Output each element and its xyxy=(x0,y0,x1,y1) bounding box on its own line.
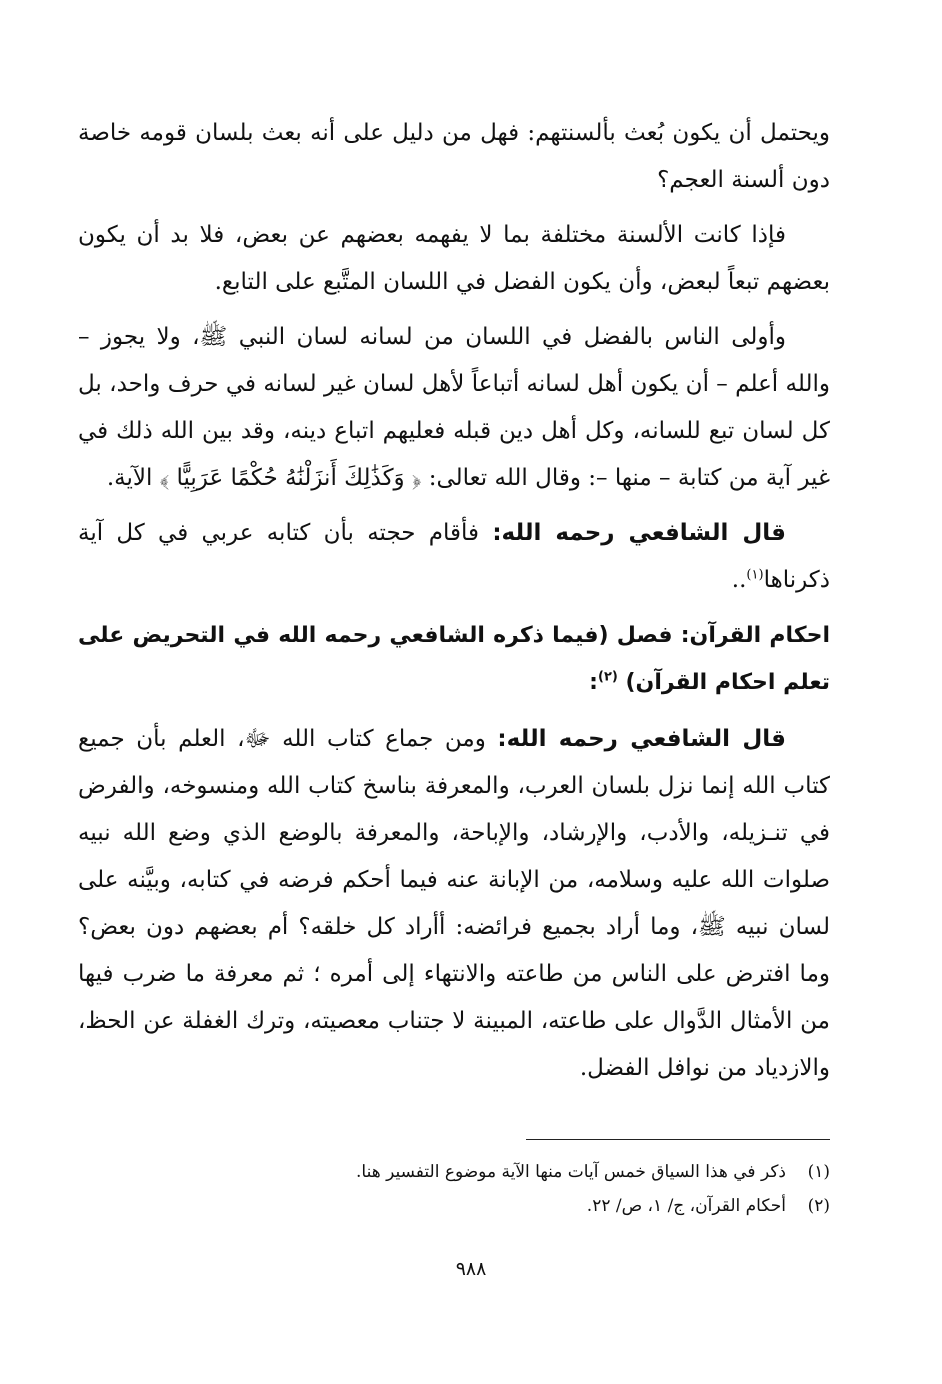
footnote-number: (٢) xyxy=(807,1196,830,1216)
footnote-2 xyxy=(300,1189,830,1223)
shafii-quote-lead-2: قال الشافعي رحمه الله: xyxy=(497,726,786,752)
footnote-text: ذكر في هذا السياق خمس آيات منها الآية موضوع التفسير هنا. xyxy=(356,1162,786,1182)
page-number: ٩٨٨ xyxy=(455,1258,487,1280)
section-heading xyxy=(78,612,830,706)
footnote-1 xyxy=(300,1155,830,1189)
footnote-text: أحكام القرآن، ج/ ١، ص/ ٢٢. xyxy=(586,1196,786,1216)
section-heading-text: احكام القرآن: فصل (فيما ذكره الشافعي رحمه الله في التحريض على تعلم احكام القرآن) xyxy=(78,623,830,695)
paragraph-4-text: فأقام حجته بأن كتابه عربي في كل آية ذكرناها xyxy=(78,520,830,593)
paragraph-5 xyxy=(78,716,830,1092)
footnotes xyxy=(300,1155,830,1223)
footnote-ref-2: (٢) xyxy=(597,669,618,685)
paragraph-3: وأولى الناس بالفضل في اللسان من لسانه لسان النبي ﷺ، ولا يجوز – والله أعلم – أن يكون أهل لسانه أتباعاً لأهل لسان غير لسانه في حرف واحد، بل كل لسان تبع للسانه، وكل أهل دين قبله فعليهم اتباع دينه، وقد بين الله ذلك في غير آية من كتابة – منها –: وقال الله تعالى: ﴿ وَكَذَٰلِكَ أَنزَلْنَٰهُ حُكْمًا عَرَبِيًّا ﴾ الآية. xyxy=(78,324,830,491)
footnote-divider xyxy=(526,1139,830,1140)
footnote-ref-1: (١) xyxy=(746,567,764,583)
paragraph-4-tail: .. xyxy=(731,567,747,593)
section-heading-tail: : xyxy=(589,670,598,695)
paragraph-5-text: ومن جماع كتاب الله ﷻ، العلم بأن جميع كتاب الله إنما نزل بلسان العرب، والمعرفة بناسخ كتاب الله ومنسوخه، والفرض في تنـزيله، والأدب، والإرشاد، والإباحة، والمعرفة بالوضع الذي وضع الله نبيه صلوات الله عليه وسلامه، من الإبانة عنه فيما أحكم فرضه في كتابه، وبيَّنه على لسان نبيه ﷺ، وما أراد بجميع فرائضه: أأراد كل خلقه؟ أم بعضهم دون بعض؟ وما افترض على الناس من طاعته والانتهاء إلى أمره ؛ ثم معرفة ما ضرب فيها من الأمثال الدَّوال على طاعته، المبينة لا جتناب معصيته، وترك الغفلة عن الحظ، والازدياد من نوافل الفضل. xyxy=(78,726,830,1081)
footnote-number: (١) xyxy=(807,1162,830,1182)
paragraph-2: فإذا كانت الألسنة مختلفة بما لا يفهمه بعضهم عن بعض، فلا بد أن يكون بعضهم تبعاً لبعض، وأن يكون الفضل في اللسان المتَّبع على التابع. xyxy=(78,222,830,295)
shafii-quote-lead: قال الشافعي رحمه الله: xyxy=(492,520,786,546)
paragraph-1: ويحتمل أن يكون بُعث بألسنتهم: فهل من دليل على أنه بعث بلسان قومه خاصة دون ألسنة العجم؟ xyxy=(78,120,830,193)
main-text xyxy=(78,110,830,1100)
paragraph-4 xyxy=(78,510,830,604)
